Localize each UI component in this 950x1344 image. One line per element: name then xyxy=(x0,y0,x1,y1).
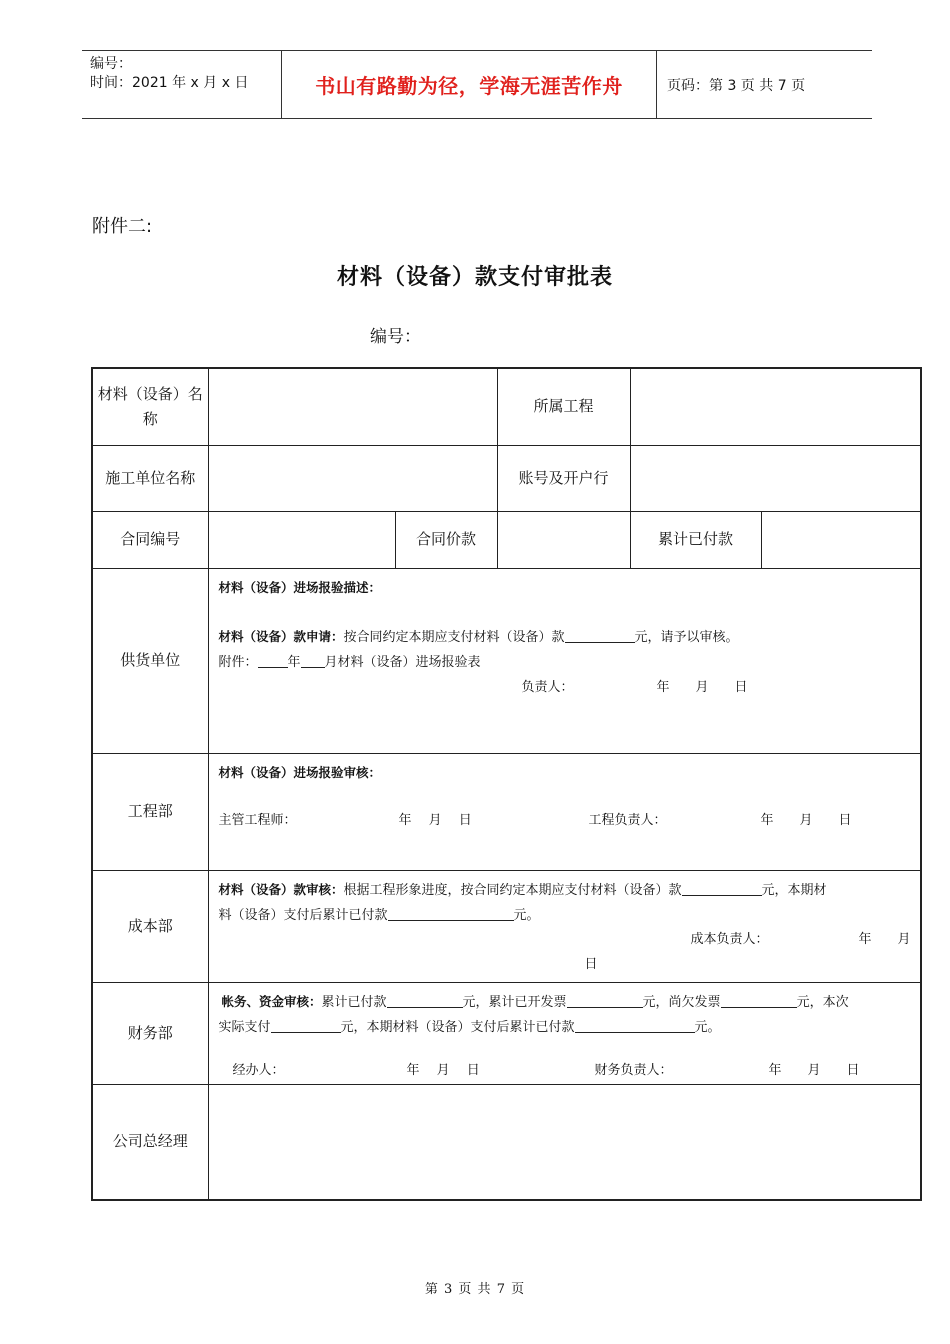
paid-total-field[interactable] xyxy=(761,511,921,568)
supplier-year-blank[interactable] xyxy=(258,652,288,668)
contractor-label: 施工单位名称 xyxy=(92,445,208,511)
attachment-label: 附件二: xyxy=(92,216,153,237)
table-row xyxy=(92,753,921,870)
supplier-person: 负责人： xyxy=(521,679,574,695)
supplier-attach-year: 年 xyxy=(287,654,301,670)
material-name-field[interactable] xyxy=(208,368,497,445)
cost-date-1: 年 月 xyxy=(858,931,911,947)
contract-no-field[interactable] xyxy=(208,511,395,568)
table-row xyxy=(92,568,921,753)
finance-total-blank[interactable] xyxy=(575,1017,695,1033)
finance-t3: 元，尚欠发票 xyxy=(642,994,721,1010)
finance-t5: 实际支付 xyxy=(218,1019,271,1035)
table-row xyxy=(92,368,921,445)
supplier-attach-label: 附件： xyxy=(218,654,258,670)
contractor-field[interactable] xyxy=(208,445,497,511)
engineering-cell[interactable] xyxy=(208,753,921,870)
account-field[interactable] xyxy=(630,445,921,511)
finance-owed-blank[interactable] xyxy=(721,992,797,1008)
paid-total-label: 累计已付款 xyxy=(630,511,761,568)
form-number-label: 编号： xyxy=(370,327,421,347)
supplier-month-blank[interactable] xyxy=(301,652,325,668)
table-row xyxy=(92,511,921,568)
cost-label: 成本部 xyxy=(92,870,208,982)
header-meta xyxy=(82,51,282,118)
header-page-info: 页码：第 3 页 共 7 页 xyxy=(667,77,806,94)
finance-t1: 累计已付款 xyxy=(321,994,387,1010)
contract-price-field[interactable] xyxy=(497,511,630,568)
engineering-title: 材料（设备）进场报验审核： xyxy=(218,764,382,780)
engineering-lead: 工程负责人： xyxy=(588,812,667,828)
table-row xyxy=(92,445,921,511)
gm-field[interactable] xyxy=(208,1084,921,1200)
finance-handler: 经办人： xyxy=(232,1062,285,1078)
project-label: 所属工程 xyxy=(497,368,630,445)
supplier-desc-title: 材料（设备）进场报验描述： xyxy=(218,579,382,595)
supplier-apply-title: 材料（设备）款申请： xyxy=(218,628,344,644)
finance-handler-date: 年 月 日 xyxy=(406,1062,480,1078)
cost-text-1: 根据工程形象进度，按合同约定本期应支付材料（设备）款 xyxy=(343,882,682,898)
finance-t4: 元，本次 xyxy=(796,994,849,1010)
cost-person: 成本负责人： xyxy=(690,931,769,947)
table-row xyxy=(92,982,921,1084)
cost-text-3: 料（设备）支付后累计已付款 xyxy=(218,907,388,923)
engineering-engineer-date: 年 月 日 xyxy=(398,812,472,828)
finance-t6: 元，本期材料（设备）支付后累计已付款 xyxy=(340,1019,575,1035)
engineering-engineer: 主管工程师： xyxy=(218,812,297,828)
material-name-label: 材料（设备）名称 xyxy=(92,368,208,445)
engineering-lead-date: 年 月 日 xyxy=(760,812,852,828)
project-field[interactable] xyxy=(630,368,921,445)
cost-date-2: 日 xyxy=(584,956,598,972)
finance-actual-blank[interactable] xyxy=(271,1017,341,1033)
engineering-label: 工程部 xyxy=(92,753,208,870)
supplier-amount-blank[interactable] xyxy=(565,627,635,643)
cost-title: 材料（设备）款审核： xyxy=(218,881,344,897)
finance-paid-blank[interactable] xyxy=(387,992,463,1008)
cost-text-4: 元。 xyxy=(513,907,540,923)
cost-total-blank[interactable] xyxy=(388,905,514,921)
form-title: 材料（设备）款支付审批表 xyxy=(336,265,613,290)
table-row xyxy=(92,870,921,982)
finance-lead: 财务负责人： xyxy=(594,1062,673,1078)
supplier-attach-text: 月材料（设备）进场报验表 xyxy=(324,654,481,670)
finance-lead-date: 年 月 日 xyxy=(768,1062,860,1078)
finance-invoiced-blank[interactable] xyxy=(567,992,643,1008)
cost-cell[interactable] xyxy=(208,870,921,982)
approval-table xyxy=(91,367,922,1201)
finance-title: 帐务、资金审核： xyxy=(221,993,322,1009)
supplier-cell[interactable] xyxy=(208,568,921,753)
header-number: 编号： xyxy=(90,56,132,72)
supplier-date: 年 月 日 xyxy=(656,679,748,695)
contract-no-label: 合同编号 xyxy=(92,511,208,568)
cost-text-2: 元，本期材 xyxy=(761,882,827,898)
header-motto: 书山有路勤为径，学海无涯苦作舟 xyxy=(282,51,657,118)
finance-t7: 元。 xyxy=(694,1019,721,1035)
supplier-apply-suffix: 元，请予以审核。 xyxy=(634,629,739,645)
finance-t2: 元，累计已开发票 xyxy=(462,994,567,1010)
header-time: 时间：2021 年 x 月 x 日 xyxy=(90,75,249,91)
finance-label: 财务部 xyxy=(92,982,208,1084)
table-row xyxy=(92,1084,921,1200)
page-footer: 第 3 页 共 7 页 xyxy=(424,1282,526,1297)
gm-label: 公司总经理 xyxy=(92,1084,208,1200)
finance-cell[interactable] xyxy=(208,982,921,1084)
contract-price-label: 合同价款 xyxy=(395,511,497,568)
page-header xyxy=(82,50,872,119)
supplier-label: 供货单位 xyxy=(92,568,208,753)
supplier-apply-text: 按合同约定本期应支付材料（设备）款 xyxy=(343,629,565,645)
cost-amount-blank[interactable] xyxy=(682,880,762,896)
account-label: 账号及开户行 xyxy=(497,445,630,511)
